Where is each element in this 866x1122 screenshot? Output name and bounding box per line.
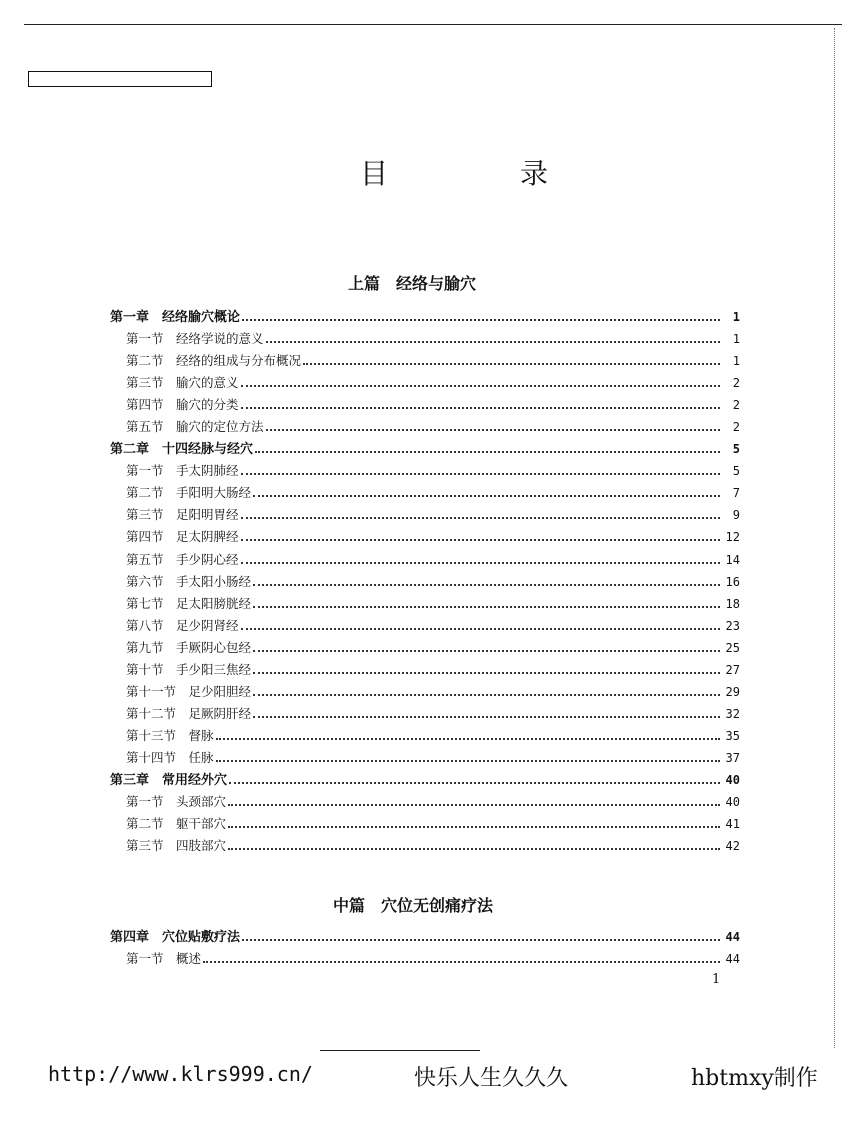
toc-entry-label: 第十一节 足少阳胆经 — [126, 683, 252, 699]
toc-chapter-entry[interactable] — [110, 306, 740, 328]
toc-section-entry[interactable] — [110, 394, 740, 416]
toc-section-entry[interactable] — [110, 504, 740, 526]
toc-entry-label: 第三节 足阳明胃经 — [126, 507, 239, 523]
toc-entry-page: 2 — [732, 398, 740, 413]
footer-credit: hbtmxy制作 — [691, 1066, 818, 1091]
toc-entry-label: 第十四节 任脉 — [126, 749, 214, 765]
toc-entry-page: 40 — [725, 795, 740, 810]
toc-entry-label: 第二节 躯干部穴 — [126, 816, 227, 832]
toc-entry-page: 9 — [732, 508, 740, 523]
toc-dot-leader — [253, 672, 720, 674]
toc-section-entry[interactable] — [110, 372, 740, 394]
toc-dot-leader — [216, 760, 720, 762]
toc-entry-label: 第八节 足少阴肾经 — [126, 617, 239, 633]
toc-entry-page: 7 — [732, 486, 740, 501]
toc-dot-leader — [228, 826, 720, 828]
toc-entry-page: 12 — [725, 530, 740, 545]
toc-dot-leader — [228, 848, 720, 850]
toc-entry-page: 18 — [725, 596, 740, 611]
toc-entry-label: 第四节 足太阴脾经 — [126, 529, 239, 545]
toc-entry-page: 2 — [732, 420, 740, 435]
toc-dot-leader — [229, 782, 720, 784]
footer-site-title: 快乐人生久久久 — [414, 1066, 569, 1091]
toc-dot-leader — [241, 407, 720, 409]
toc-section-entry[interactable] — [110, 703, 740, 725]
toc-dot-leader — [253, 606, 720, 608]
toc-entry-label: 第三节 四肢部穴 — [126, 838, 227, 854]
toc-section-entry[interactable] — [110, 835, 740, 857]
toc-section-entry[interactable] — [110, 791, 740, 813]
toc-section-entry[interactable] — [110, 659, 740, 681]
toc-entry-label: 第九节 手厥阴心包经 — [126, 639, 252, 655]
toc-chapter-entry[interactable] — [110, 769, 740, 791]
toc-chapter-entry[interactable] — [110, 926, 740, 948]
toc-entry-page: 1 — [732, 310, 740, 324]
toc-entry-page: 16 — [725, 574, 740, 589]
toc-entry-label: 第一节 头颈部穴 — [126, 794, 227, 810]
toc-entry-page: 5 — [732, 464, 740, 479]
toc-section-entry[interactable] — [110, 526, 740, 548]
part-heading-middle: 中篇 穴位无创痛疗法 — [333, 896, 494, 915]
toc-entry-label: 第三节 腧穴的意义 — [126, 375, 239, 391]
blank-stamp-box — [28, 71, 212, 87]
toc-dot-leader — [242, 319, 720, 321]
toc-list-middle — [110, 926, 740, 970]
toc-section-entry[interactable] — [110, 460, 740, 482]
toc-entry-label: 第二节 经络的组成与分布概况 — [126, 353, 302, 369]
toc-section-entry[interactable] — [110, 482, 740, 504]
toc-entry-label: 第二章 十四经脉与经穴 — [110, 442, 254, 458]
toc-entry-label: 第七节 足太阳膀胱经 — [126, 595, 252, 611]
toc-entry-label: 第一节 概述 — [126, 951, 202, 967]
toc-entry-page: 1 — [732, 354, 740, 369]
toc-dot-leader — [253, 584, 720, 586]
toc-entry-label: 第十三节 督脉 — [126, 727, 214, 743]
toc-entry-label: 第六节 手太阳小肠经 — [126, 573, 252, 589]
toc-section-entry[interactable] — [110, 416, 740, 438]
toc-entry-label: 第二节 手阳明大肠经 — [126, 485, 252, 501]
toc-entry-label: 第十节 手少阳三焦经 — [126, 661, 252, 677]
toc-section-entry[interactable] — [110, 747, 740, 769]
toc-entry-page: 27 — [725, 662, 740, 677]
toc-entry-page: 23 — [725, 618, 740, 633]
toc-entry-page: 25 — [725, 640, 740, 655]
toc-section-entry[interactable] — [110, 637, 740, 659]
toc-section-entry[interactable] — [110, 681, 740, 703]
toc-dot-leader — [228, 804, 720, 806]
toc-entry-page: 40 — [725, 772, 740, 787]
toc-dot-leader — [241, 385, 720, 387]
toc-dot-leader — [241, 539, 720, 541]
toc-entry-label: 第五节 腧穴的定位方法 — [126, 419, 264, 435]
toc-entry-label: 第一节 经络学说的意义 — [126, 331, 264, 347]
toc-section-entry[interactable] — [110, 571, 740, 593]
toc-dot-leader — [266, 429, 720, 431]
toc-section-entry[interactable] — [110, 813, 740, 835]
toc-section-entry[interactable] — [110, 615, 740, 637]
toc-entry-page: 35 — [725, 728, 740, 743]
toc-dot-leader — [241, 562, 720, 564]
toc-section-entry[interactable] — [110, 948, 740, 970]
toc-section-entry[interactable] — [110, 328, 740, 350]
page-title: 目 录 — [360, 157, 601, 190]
toc-chapter-entry[interactable] — [110, 438, 740, 460]
top-rule — [24, 24, 842, 25]
toc-entry-page: 32 — [725, 706, 740, 721]
toc-entry-label: 第五节 手少阴心经 — [126, 551, 239, 567]
toc-dot-leader — [253, 694, 720, 696]
toc-entry-label: 第一章 经络腧穴概论 — [110, 310, 241, 325]
toc-list-upper — [110, 306, 740, 857]
toc-section-entry[interactable] — [110, 725, 740, 747]
toc-entry-page: 1 — [732, 332, 740, 347]
toc-dot-leader — [242, 939, 720, 941]
toc-entry-label: 第三章 常用经外穴 — [110, 772, 228, 788]
toc-dot-leader — [253, 716, 720, 718]
footer-rule — [320, 1050, 480, 1051]
toc-dot-leader — [241, 628, 720, 630]
toc-entry-label: 第四章 穴位贴敷疗法 — [110, 930, 241, 945]
toc-entry-page: 29 — [725, 684, 740, 699]
toc-dot-leader — [241, 517, 720, 519]
toc-dot-leader — [253, 650, 720, 652]
toc-entry-page: 44 — [725, 952, 740, 967]
toc-dot-leader — [266, 341, 720, 343]
toc-entry-label: 第四节 腧穴的分类 — [126, 397, 239, 413]
toc-section-entry[interactable] — [110, 593, 740, 615]
toc-entry-page: 41 — [725, 817, 740, 832]
toc-entry-page: 5 — [732, 442, 740, 457]
toc-section-entry[interactable] — [110, 549, 740, 571]
toc-dot-leader — [255, 451, 720, 453]
toc-dot-leader — [241, 473, 720, 475]
toc-entry-label: 第一节 手太阴肺经 — [126, 463, 239, 479]
toc-dot-leader — [216, 738, 720, 740]
toc-section-entry[interactable] — [110, 350, 740, 372]
part-heading-upper: 上篇 经络与腧穴 — [348, 274, 477, 293]
toc-dot-leader — [203, 961, 720, 963]
toc-entry-page: 2 — [732, 376, 740, 391]
toc-entry-page: 44 — [725, 930, 740, 944]
toc-entry-page: 42 — [725, 839, 740, 854]
toc-entry-label: 第十二节 足厥阴肝经 — [126, 705, 252, 721]
page-number: 1 — [712, 972, 721, 987]
footer-url-link[interactable]: http://www.klrs999.cn/ — [48, 1062, 313, 1086]
toc-dot-leader — [253, 495, 720, 497]
scan-edge — [834, 28, 835, 1048]
toc-entry-page: 37 — [725, 750, 740, 765]
toc-dot-leader — [303, 363, 720, 365]
toc-entry-page: 14 — [725, 552, 740, 567]
